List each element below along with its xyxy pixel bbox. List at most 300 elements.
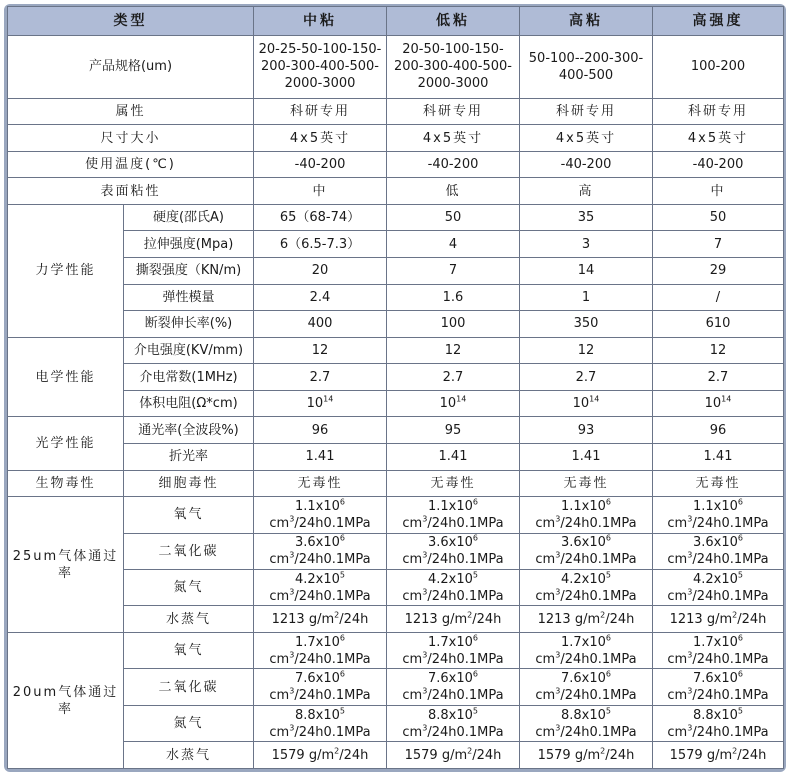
- unit-rate: /24h0.1MPa: [560, 724, 637, 740]
- row-value: 4x5英寸: [387, 125, 520, 152]
- value-exponent: 14: [589, 394, 600, 404]
- electrical-group-label: 电学性能: [8, 337, 124, 417]
- value-base: 1.1x10: [692, 498, 738, 514]
- property-label: 弹性模量: [124, 284, 254, 311]
- gas-value: [387, 705, 520, 741]
- property-value: 14: [520, 258, 653, 285]
- gas-value: [254, 497, 387, 533]
- property-label: 细胞毒性: [124, 470, 254, 497]
- value-exponent: 6: [605, 633, 611, 643]
- optical-row: [8, 417, 784, 444]
- unit-cm: cm: [535, 651, 556, 667]
- value-exponent: 6: [737, 633, 743, 643]
- unit-cm-exponent: 3: [555, 686, 561, 696]
- value-exponent: 2: [467, 746, 473, 756]
- value-base: 8.8x10: [427, 707, 473, 723]
- row-value: -40-200: [653, 151, 784, 178]
- value-tail: /24h: [737, 747, 767, 763]
- unit-cm: cm: [269, 724, 290, 740]
- property-value: 96: [254, 417, 387, 444]
- row-label: 使用温度(℃): [8, 151, 254, 178]
- value-exponent: 6: [339, 533, 345, 543]
- gas-value: [653, 742, 784, 769]
- electrical-row: [8, 364, 784, 391]
- property-value: 1.41: [653, 443, 784, 470]
- gas-value: [520, 606, 653, 633]
- unit-cm-exponent: 3: [555, 650, 561, 660]
- value-base: 1213 g/m: [669, 611, 733, 627]
- row-value: -40-200: [254, 151, 387, 178]
- unit-rate: /24h0.1MPa: [427, 651, 504, 667]
- unit-cm: cm: [667, 724, 688, 740]
- header-col-4: 高强度: [653, 7, 784, 36]
- unit-cm-exponent: 3: [555, 587, 561, 597]
- property-label: 拉伸强度(Mpa): [124, 231, 254, 258]
- unit-cm-exponent: 3: [289, 514, 295, 524]
- gas25-o2-row: [8, 497, 784, 533]
- header-type: 类型: [8, 7, 254, 36]
- row-value: 低: [387, 178, 520, 205]
- unit-rate: /24h0.1MPa: [560, 515, 637, 531]
- property-value: [653, 390, 784, 417]
- property-value: 400: [254, 311, 387, 338]
- property-value: 20: [254, 258, 387, 285]
- gas-label: 水蒸气: [124, 742, 254, 769]
- unit-cm-exponent: 3: [555, 514, 561, 524]
- gas-value: [520, 497, 653, 533]
- property-value: 7: [653, 231, 784, 258]
- value-tail: /24h: [472, 747, 502, 763]
- row-attr: [8, 98, 784, 125]
- gas-value: [254, 742, 387, 769]
- gas-value: [387, 606, 520, 633]
- value-base: 8.8x10: [560, 707, 606, 723]
- unit-cm-exponent: 3: [422, 686, 428, 696]
- gas-value: [387, 633, 520, 669]
- property-value: /: [653, 284, 784, 311]
- gas-value: [520, 633, 653, 669]
- gas25-co2-row: [8, 533, 784, 569]
- value-exponent: 5: [737, 706, 743, 716]
- unit-cm: cm: [667, 515, 688, 531]
- property-label: 硬度(邵氏A): [124, 204, 254, 231]
- value-exponent: 2: [334, 610, 340, 620]
- gas-value: [653, 669, 784, 705]
- property-value: 2.7: [653, 364, 784, 391]
- gas-value: [254, 705, 387, 741]
- unit-cm: cm: [535, 552, 556, 568]
- gas-value: [520, 533, 653, 569]
- unit-cm: cm: [269, 552, 290, 568]
- value-exponent: 14: [456, 394, 467, 404]
- property-label: 撕裂强度（KN/m): [124, 258, 254, 285]
- value-exponent: 6: [339, 669, 345, 679]
- unit-cm: cm: [535, 688, 556, 704]
- value-exponent: 6: [605, 497, 611, 507]
- gas-label: 氮气: [124, 570, 254, 606]
- unit-cm: cm: [667, 651, 688, 667]
- property-value: [254, 390, 387, 417]
- value-base: 3.6x10: [294, 535, 340, 551]
- value-base: 1579 g/m: [404, 747, 468, 763]
- row-label: 尺寸大小: [8, 125, 254, 152]
- gas20-group-label: 20um气体通过率: [8, 633, 124, 769]
- unit-cm: cm: [402, 724, 423, 740]
- header-col-1: 中粘: [254, 7, 387, 36]
- property-label: 折光率: [124, 443, 254, 470]
- gas-label: 氮气: [124, 705, 254, 741]
- unit-cm: cm: [402, 651, 423, 667]
- row-value: 科研专用: [254, 98, 387, 125]
- gas-value: [653, 533, 784, 569]
- mechanical-row: [8, 204, 784, 231]
- unit-rate: /24h0.1MPa: [294, 515, 371, 531]
- unit-cm: cm: [667, 688, 688, 704]
- unit-rate: /24h0.1MPa: [692, 724, 769, 740]
- header-col-2: 低粘: [387, 7, 520, 36]
- unit-rate: /24h0.1MPa: [294, 688, 371, 704]
- value-base: 8.8x10: [294, 707, 340, 723]
- row-value: 科研专用: [653, 98, 784, 125]
- value-base: 7.6x10: [294, 671, 340, 687]
- unit-cm: cm: [269, 588, 290, 604]
- row-value: 高: [520, 178, 653, 205]
- property-value: 12: [254, 337, 387, 364]
- value-exponent: 2: [600, 746, 606, 756]
- gas-value: [653, 606, 784, 633]
- value-exponent: 6: [339, 633, 345, 643]
- value-exponent: 5: [472, 706, 478, 716]
- unit-cm-exponent: 3: [422, 650, 428, 660]
- row-value: 4x5英寸: [254, 125, 387, 152]
- optical-row: [8, 443, 784, 470]
- value-base: 4.2x10: [560, 571, 606, 587]
- header-row: [8, 7, 784, 36]
- unit-cm-exponent: 3: [687, 514, 693, 524]
- gas-value: [520, 742, 653, 769]
- gas-value: [387, 533, 520, 569]
- property-value: 50: [387, 204, 520, 231]
- property-value: 1: [520, 284, 653, 311]
- unit-cm: cm: [269, 688, 290, 704]
- unit-rate: /24h0.1MPa: [294, 552, 371, 568]
- unit-cm: cm: [667, 588, 688, 604]
- property-value: 2.7: [387, 364, 520, 391]
- unit-cm: cm: [667, 552, 688, 568]
- gas25-group-label: 25um气体通过率: [8, 497, 124, 633]
- unit-rate: /24h0.1MPa: [294, 588, 371, 604]
- gas-value: [653, 633, 784, 669]
- property-value: 350: [520, 311, 653, 338]
- unit-rate: /24h0.1MPa: [560, 552, 637, 568]
- value-base: 1.7x10: [560, 634, 606, 650]
- unit-cm-exponent: 3: [687, 550, 693, 560]
- row-value: -40-200: [520, 151, 653, 178]
- value-exponent: 5: [605, 570, 611, 580]
- unit-rate: /24h0.1MPa: [692, 688, 769, 704]
- mechanical-row: [8, 284, 784, 311]
- property-value: 1.41: [387, 443, 520, 470]
- property-label: 断裂伸长率(%): [124, 311, 254, 338]
- gas-value: [520, 669, 653, 705]
- value-exponent: 2: [732, 610, 738, 620]
- value-base: 7.6x10: [692, 671, 738, 687]
- property-value: 2.7: [520, 364, 653, 391]
- value-exponent: 5: [472, 570, 478, 580]
- gas-label: 二氧化碳: [124, 669, 254, 705]
- unit-cm-exponent: 3: [555, 723, 561, 733]
- property-value: 7: [387, 258, 520, 285]
- gas-value: [387, 497, 520, 533]
- value-base: 1579 g/m: [537, 747, 601, 763]
- unit-cm: cm: [535, 515, 556, 531]
- gas20-n2-row: [8, 705, 784, 741]
- mechanical-row: [8, 311, 784, 338]
- value-tail: /24h: [737, 611, 767, 627]
- property-label: 介电常数(1MHz): [124, 364, 254, 391]
- unit-rate: /24h0.1MPa: [427, 552, 504, 568]
- mechanical-group-label: 力学性能: [8, 204, 124, 337]
- table-frame: [4, 4, 786, 772]
- property-value: 无毒性: [653, 470, 784, 497]
- value-exponent: 5: [605, 706, 611, 716]
- unit-cm: cm: [269, 515, 290, 531]
- value-exponent: 6: [737, 669, 743, 679]
- unit-cm-exponent: 3: [687, 686, 693, 696]
- property-label: 介电强度(KV/mm): [124, 337, 254, 364]
- value-tail: /24h: [339, 611, 369, 627]
- unit-cm: cm: [402, 588, 423, 604]
- value-base: 3.6x10: [427, 535, 473, 551]
- unit-rate: /24h0.1MPa: [427, 588, 504, 604]
- gas-label: 氧气: [124, 633, 254, 669]
- bio-row: [8, 470, 784, 497]
- unit-cm: cm: [535, 588, 556, 604]
- value-base: 7.6x10: [560, 671, 606, 687]
- mechanical-row: [8, 231, 784, 258]
- value-tail: /24h: [605, 611, 635, 627]
- value-exponent: 14: [323, 394, 334, 404]
- gas-value: [520, 705, 653, 741]
- unit-cm: cm: [269, 651, 290, 667]
- unit-rate: /24h0.1MPa: [427, 724, 504, 740]
- property-value: [520, 390, 653, 417]
- property-value: 1.41: [254, 443, 387, 470]
- unit-cm: cm: [535, 724, 556, 740]
- value-base: 10: [704, 396, 722, 412]
- optical-group-label: 光学性能: [8, 417, 124, 470]
- value-base: 1213 g/m: [404, 611, 468, 627]
- property-value: 93: [520, 417, 653, 444]
- property-value: 35: [520, 204, 653, 231]
- row-value: -40-200: [387, 151, 520, 178]
- value-exponent: 6: [339, 497, 345, 507]
- property-value: 3: [520, 231, 653, 258]
- unit-cm: cm: [402, 515, 423, 531]
- header-col-3: 高粘: [520, 7, 653, 36]
- gas20-co2-row: [8, 669, 784, 705]
- unit-cm-exponent: 3: [422, 514, 428, 524]
- gas-value: [387, 669, 520, 705]
- gas25-n2-row: [8, 570, 784, 606]
- row-temp: [8, 151, 784, 178]
- row-label: 属性: [8, 98, 254, 125]
- row-value: 中: [254, 178, 387, 205]
- spec-table: [7, 6, 784, 769]
- electrical-row: [8, 337, 784, 364]
- row-value: 50-100--200-300-400-500: [520, 36, 653, 99]
- unit-cm-exponent: 3: [687, 650, 693, 660]
- row-value: 中: [653, 178, 784, 205]
- gas-value: [254, 533, 387, 569]
- row-value: 4x5英寸: [653, 125, 784, 152]
- value-base: 1.7x10: [692, 634, 738, 650]
- value-base: 10: [306, 396, 324, 412]
- unit-rate: /24h0.1MPa: [560, 588, 637, 604]
- gas-label: 水蒸气: [124, 606, 254, 633]
- value-exponent: 2: [732, 746, 738, 756]
- gas-value: [653, 705, 784, 741]
- unit-cm-exponent: 3: [422, 550, 428, 560]
- mechanical-row: [8, 258, 784, 285]
- value-base: 1213 g/m: [537, 611, 601, 627]
- property-value: 无毒性: [387, 470, 520, 497]
- value-base: 3.6x10: [692, 535, 738, 551]
- unit-cm: cm: [402, 688, 423, 704]
- unit-rate: /24h0.1MPa: [692, 515, 769, 531]
- unit-rate: /24h0.1MPa: [427, 515, 504, 531]
- value-tail: /24h: [472, 611, 502, 627]
- value-tail: /24h: [605, 747, 635, 763]
- value-exponent: 6: [737, 497, 743, 507]
- property-value: 96: [653, 417, 784, 444]
- gas-label: 二氧化碳: [124, 533, 254, 569]
- unit-rate: /24h0.1MPa: [294, 651, 371, 667]
- value-base: 4.2x10: [692, 571, 738, 587]
- row-value: 20-50-100-150-200-300-400-500-2000-3000: [387, 36, 520, 99]
- property-label: 体积电阻(Ω*cm): [124, 390, 254, 417]
- value-exponent: 6: [472, 497, 478, 507]
- unit-rate: /24h0.1MPa: [692, 588, 769, 604]
- value-exponent: 5: [737, 570, 743, 580]
- unit-rate: /24h0.1MPa: [294, 724, 371, 740]
- property-value: 2.4: [254, 284, 387, 311]
- value-base: 1.7x10: [427, 634, 473, 650]
- value-base: 1579 g/m: [669, 747, 733, 763]
- unit-cm-exponent: 3: [289, 723, 295, 733]
- value-base: 4.2x10: [294, 571, 340, 587]
- unit-cm-exponent: 3: [289, 587, 295, 597]
- value-exponent: 6: [605, 533, 611, 543]
- value-exponent: 6: [472, 633, 478, 643]
- value-base: 1.7x10: [294, 634, 340, 650]
- value-base: 1579 g/m: [271, 747, 335, 763]
- unit-cm-exponent: 3: [555, 550, 561, 560]
- bio-group-label: 生物毒性: [8, 470, 124, 497]
- value-exponent: 6: [737, 533, 743, 543]
- property-value: 50: [653, 204, 784, 231]
- electrical-row: [8, 390, 784, 417]
- unit-cm-exponent: 3: [289, 550, 295, 560]
- value-exponent: 14: [721, 394, 732, 404]
- gas-value: [520, 570, 653, 606]
- row-value: 100-200: [653, 36, 784, 99]
- property-value: 无毒性: [254, 470, 387, 497]
- value-base: 4.2x10: [427, 571, 473, 587]
- unit-cm-exponent: 3: [422, 587, 428, 597]
- property-value: 1.6: [387, 284, 520, 311]
- gas-value: [254, 570, 387, 606]
- value-base: 3.6x10: [560, 535, 606, 551]
- value-base: 1213 g/m: [271, 611, 335, 627]
- gas-value: [254, 669, 387, 705]
- unit-cm-exponent: 3: [289, 650, 295, 660]
- unit-rate: /24h0.1MPa: [692, 552, 769, 568]
- property-value: 12: [653, 337, 784, 364]
- property-value: 29: [653, 258, 784, 285]
- unit-rate: /24h0.1MPa: [560, 688, 637, 704]
- gas-value: [387, 742, 520, 769]
- gas-value: [254, 606, 387, 633]
- property-value: 2.7: [254, 364, 387, 391]
- value-exponent: 6: [472, 533, 478, 543]
- value-exponent: 6: [605, 669, 611, 679]
- value-exponent: 2: [467, 610, 473, 620]
- property-value: [387, 390, 520, 417]
- row-size: [8, 125, 784, 152]
- row-label: 表面粘性: [8, 178, 254, 205]
- row-value: 科研专用: [520, 98, 653, 125]
- value-base: 10: [439, 396, 457, 412]
- gas-value: [387, 570, 520, 606]
- row-tack: [8, 178, 784, 205]
- gas-label: 氧气: [124, 497, 254, 533]
- value-exponent: 5: [339, 706, 345, 716]
- unit-cm-exponent: 3: [687, 587, 693, 597]
- gas-value: [653, 570, 784, 606]
- row-value: 科研专用: [387, 98, 520, 125]
- property-label: 通光率(全波段%): [124, 417, 254, 444]
- value-base: 1.1x10: [427, 498, 473, 514]
- value-base: 1.1x10: [294, 498, 340, 514]
- gas-value: [653, 497, 784, 533]
- property-value: 12: [520, 337, 653, 364]
- value-base: 8.8x10: [692, 707, 738, 723]
- unit-cm-exponent: 3: [289, 686, 295, 696]
- value-exponent: 2: [334, 746, 340, 756]
- property-value: 6（6.5-7.3）: [254, 231, 387, 258]
- row-spec: [8, 36, 784, 99]
- row-value: 4x5英寸: [520, 125, 653, 152]
- property-value: 95: [387, 417, 520, 444]
- value-base: 7.6x10: [427, 671, 473, 687]
- property-value: 1.41: [520, 443, 653, 470]
- unit-cm-exponent: 3: [687, 723, 693, 733]
- property-value: 12: [387, 337, 520, 364]
- property-value: 100: [387, 311, 520, 338]
- unit-rate: /24h0.1MPa: [427, 688, 504, 704]
- value-tail: /24h: [339, 747, 369, 763]
- value-base: 10: [572, 396, 590, 412]
- property-value: 无毒性: [520, 470, 653, 497]
- value-exponent: 2: [600, 610, 606, 620]
- gas20-h2o-row: [8, 742, 784, 769]
- value-exponent: 6: [472, 669, 478, 679]
- property-value: 610: [653, 311, 784, 338]
- property-value: 4: [387, 231, 520, 258]
- value-base: 1.1x10: [560, 498, 606, 514]
- unit-cm: cm: [402, 552, 423, 568]
